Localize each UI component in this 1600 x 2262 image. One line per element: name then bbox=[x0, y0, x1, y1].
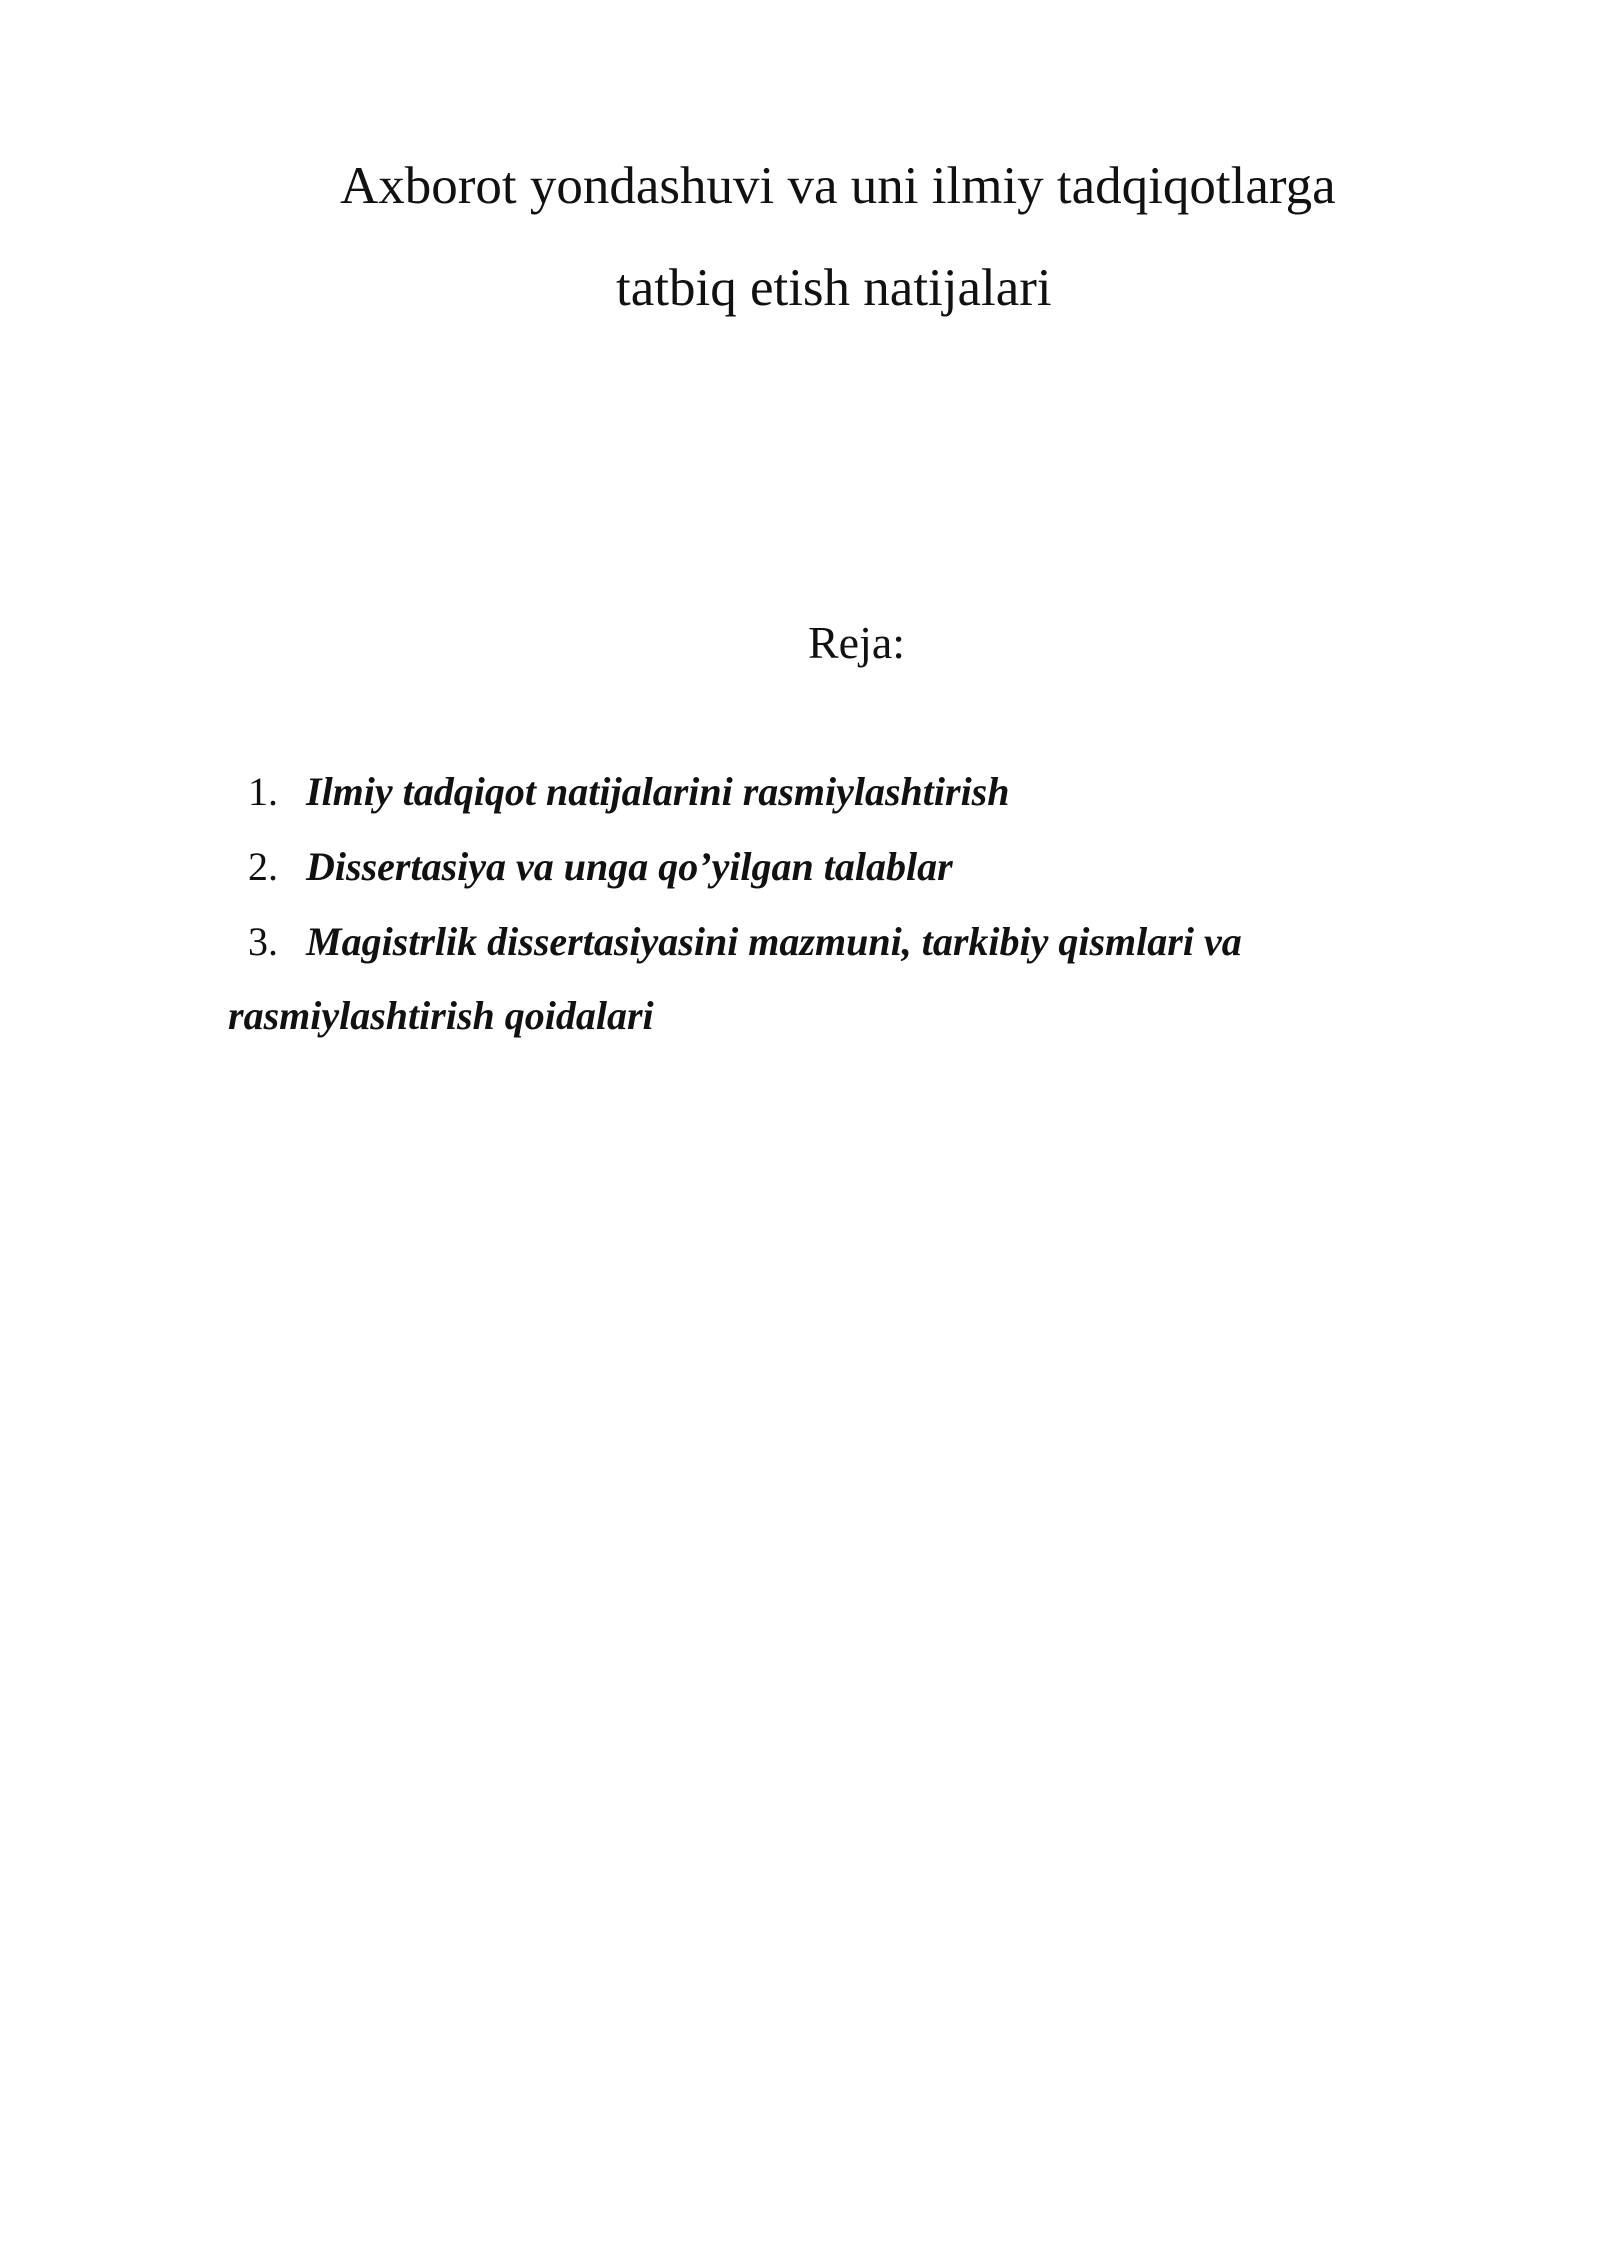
plan-item-3-continuation: rasmiylashtirish qoidalari bbox=[228, 993, 654, 1038]
plan-item-text: Magistrlik dissertasiyasini mazmuni, tarkibiy qismlari va bbox=[306, 919, 1242, 964]
plan-heading: Reja: bbox=[808, 617, 906, 668]
plan-item-text: Ilmiy tadqiqot natijalarini rasmiylashtirish bbox=[306, 769, 1010, 814]
plan-item-text: Dissertasiya va unga qo’yilgan talablar bbox=[306, 844, 953, 889]
plan-item-number: 2. bbox=[248, 844, 278, 889]
document-title-line-1: Axborot yondashuvi va uni ilmiy tadqiqotlarga bbox=[340, 157, 1336, 215]
plan-item-number: 3. bbox=[248, 919, 278, 964]
document-title-line-2: tatbiq etish natijalari bbox=[616, 259, 1052, 317]
plan-item-number: 1. bbox=[248, 769, 278, 814]
